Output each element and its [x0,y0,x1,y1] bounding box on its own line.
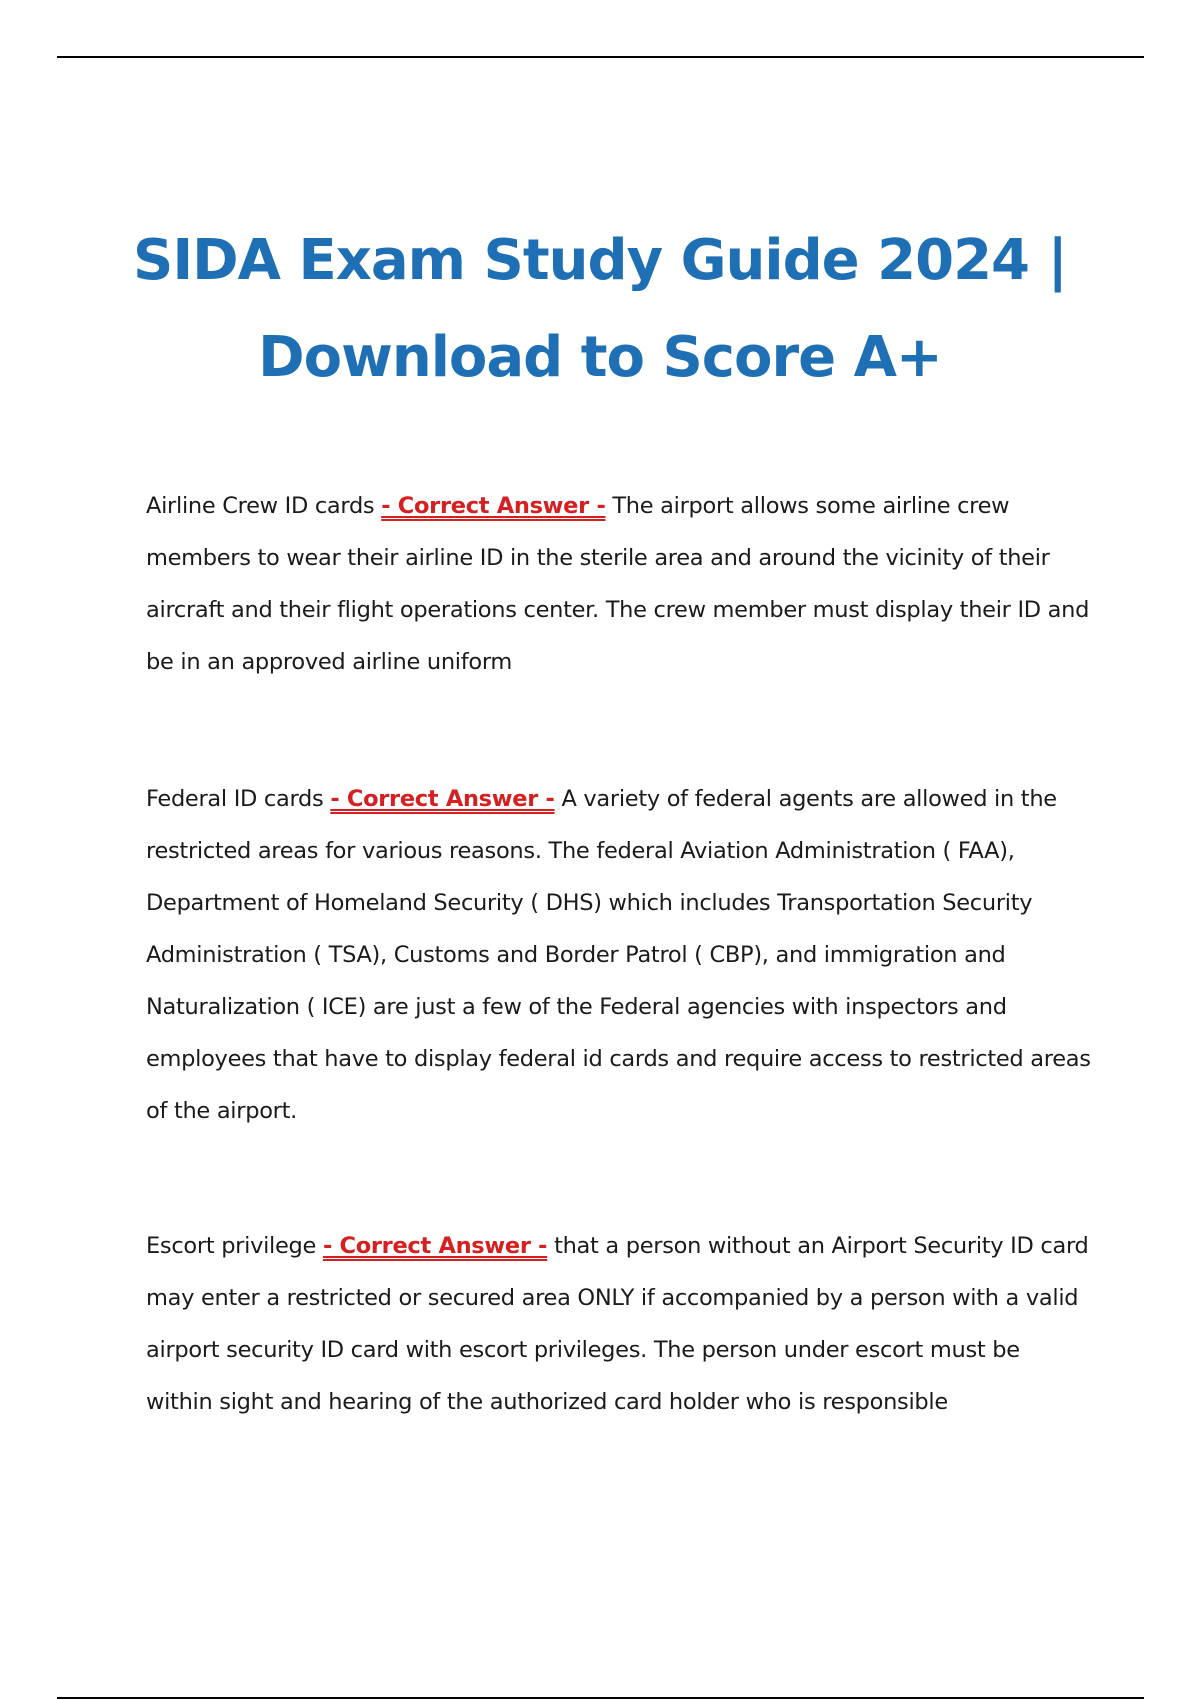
qa-term: Escort privilege [146,1233,317,1259]
title-line-1: SIDA Exam Study Guide 2024 | [133,228,1067,293]
qa-term: Federal ID cards [146,786,324,812]
qa-answer: that a person without an Airport Security ID card may enter a restricted or secured area ONLY if accompanied by a person with a valid airport security ID card with escort privileges. The person under escort must be within sight and hearing of the authorized card holder who is responsible [146,1233,1089,1415]
top-rule [57,56,1144,58]
correct-answer-marker: - Correct Answer - [330,786,555,812]
bottom-rule [57,1697,1144,1699]
title-line-2: Download to Score A+ [258,325,942,390]
qa-answer: The airport allows some airline crew members to wear their airline ID in the sterile area and around the vicinity of their aircraft and their flight operations center. The crew member must display their ID and be in an approved airline uniform [146,493,1090,675]
correct-answer-marker: - Correct Answer - [322,1233,548,1259]
document-title [100,212,1100,406]
qa-entry-airline-crew-id [146,480,1091,688]
qa-answer: A variety of federal agents are allowed in the restricted areas for various reasons. The federal Aviation Administration ( FAA), Department of Homeland Security ( DHS) which includes Transportation Security Administration ( TSA), Customs and Border Patrol ( CBP), and immigration and Naturalization ( ICE) are just a few of the Federal agencies with inspectors and employees that have to display federal id cards and require access to restricted areas of the airport. [146,786,1091,1124]
qa-entry-escort-privilege [146,1220,1091,1428]
qa-entry-federal-id [146,773,1091,1137]
correct-answer-marker: - Correct Answer - [381,493,606,519]
qa-term: Airline Crew ID cards [146,493,375,519]
